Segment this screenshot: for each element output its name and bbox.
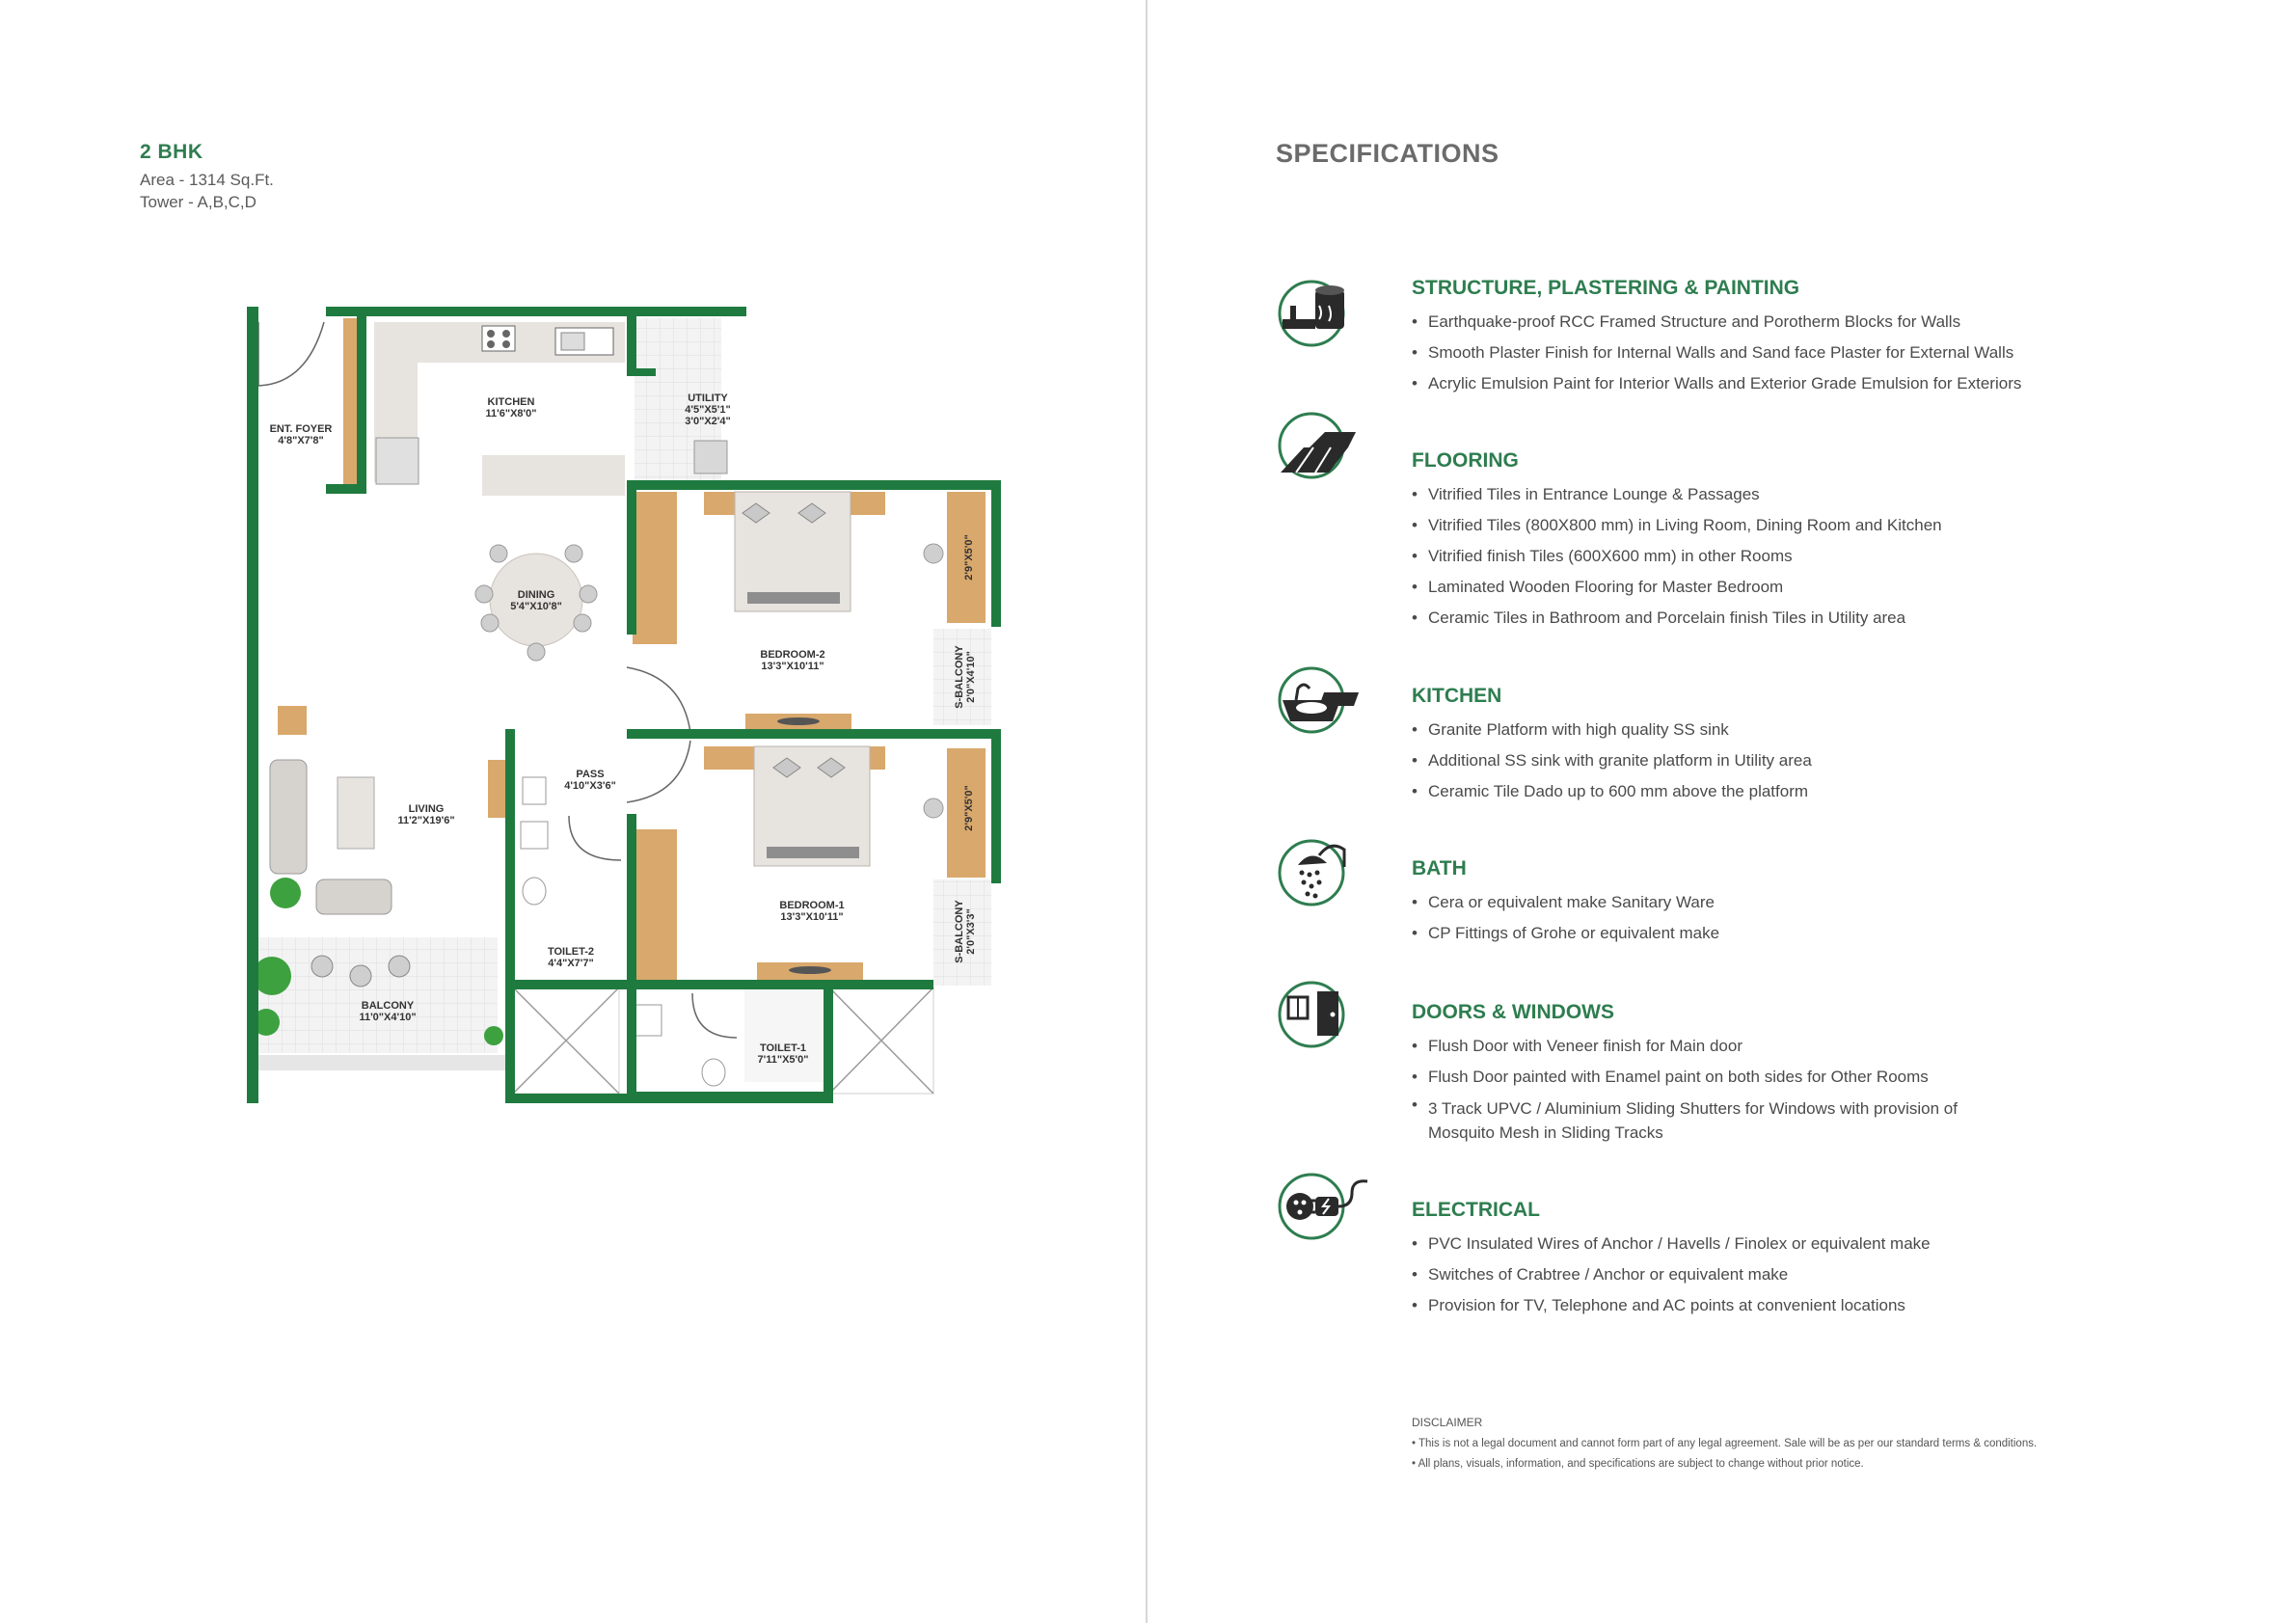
kitchen-size: 11'6"X8'0" [485, 408, 537, 419]
spec-item: • PVC Insulated Wires of Anchor / Havells / Finolex or equivalent make [1412, 1229, 1931, 1259]
spec-item: • Vitrified Tiles in Entrance Lounge & Passages [1412, 479, 1942, 510]
spec-list [1412, 1031, 1968, 1148]
spec-item: • Flush Door with Veneer finish for Main door [1412, 1031, 1968, 1062]
spec-heading: BATH [1412, 857, 1467, 879]
spec-item: • CP Fittings of Grohe or equivalent make [1412, 918, 1719, 949]
disclaimer-line: • This is not a legal document and cannot form part of any legal agreement. Sale will be as per our standard terms & conditions. [1412, 1438, 2038, 1449]
floor-tiles-icon [1275, 409, 1381, 482]
spec-heading: FLOORING [1412, 449, 1519, 472]
kitchen-name: KITCHEN [487, 396, 535, 408]
kitchen-island [482, 455, 625, 496]
spec-item: • Provision for TV, Telephone and AC points at convenient locations [1412, 1290, 1931, 1321]
disclaimer [1412, 1416, 2183, 1474]
bedroom1-size: 13'3"X10'11" [780, 911, 844, 923]
disclaimer-title: DISCLAIMER [1412, 1416, 1483, 1429]
shower-icon [1275, 836, 1381, 909]
spec-item: • Smooth Plaster Finish for Internal Walls and Sand face Plaster for External Walls [1412, 338, 2021, 368]
spec-heading: ELECTRICAL [1412, 1199, 1540, 1221]
spec-item: • Ceramic Tile Dado up to 600 mm above the platform [1412, 776, 1812, 807]
bedroom2-size: 13'3"X10'11" [761, 661, 824, 672]
paint-bucket-icon [1275, 277, 1381, 350]
specifications-title: SPECIFICATIONS [1276, 139, 1499, 168]
wardrobe-top-size: 2'9"X5'0" [963, 534, 975, 581]
bedroom1-name: BEDROOM-1 [779, 900, 845, 911]
living-name: LIVING [408, 803, 445, 815]
spec-item: • Flush Door painted with Enamel paint on both sides for Other Rooms [1412, 1062, 1968, 1093]
disclaimer-line: • All plans, visuals, information, and specifications are subject to change without prior notice. [1412, 1458, 1864, 1470]
door-window-icon [1275, 978, 1381, 1051]
balcony-floor [255, 937, 498, 1053]
spec-item: • Acrylic Emulsion Paint for Interior Walls and Exterior Grade Emulsion for Exteriors [1412, 368, 2021, 399]
s-balcony-bottom-size: 2'0"X3'3" [965, 908, 977, 955]
s-balcony-top-size: 2'0"X4'10" [965, 651, 977, 703]
s-balcony-top-name: S-BALCONY [954, 645, 965, 709]
toilet2-size: 4'4"X7'7" [548, 958, 594, 969]
balcony-name: BALCONY [361, 1000, 415, 1012]
spec-heading: DOORS & WINDOWS [1412, 1001, 1614, 1023]
toilet2-name: TOILET-2 [547, 946, 595, 958]
spec-item: • 3 Track UPVC / Aluminium Sliding Shutters for Windows with provision of Mosquito Mesh in Sliding Tracks [1412, 1093, 1968, 1148]
wardrobe-bottom-size: 2'9"X5'0" [963, 785, 975, 831]
right-page [1148, 0, 2296, 1623]
spec-list [1412, 307, 2021, 399]
floor-plan [241, 301, 1003, 1140]
unit-tower: Tower - A,B,C,D [140, 193, 257, 211]
balcony-size: 11'0"X4'10" [359, 1012, 417, 1023]
spec-list [1412, 479, 1942, 634]
spec-item: • Ceramic Tiles in Bathroom and Porcelain finish Tiles in Utility area [1412, 603, 1942, 634]
spec-item: • Earthquake-proof RCC Framed Structure and Porotherm Blocks for Walls [1412, 307, 2021, 338]
spec-heading: KITCHEN [1412, 685, 1502, 707]
foyer-name: ENT. FOYER [269, 423, 333, 435]
spec-item: • Cera or equivalent make Sanitary Ware [1412, 887, 1719, 918]
spec-heading: STRUCTURE, PLASTERING & PAINTING [1412, 277, 1800, 299]
kitchen-sink-icon [1275, 663, 1381, 737]
plug-socket-icon [1275, 1170, 1381, 1243]
spec-item: • Laminated Wooden Flooring for Master Bedroom [1412, 572, 1942, 603]
spec-list [1412, 887, 1719, 949]
s-balcony-bottom-name: S-BALCONY [954, 900, 965, 963]
unit-area: Area - 1314 Sq.Ft. [140, 171, 274, 189]
spec-item: • Granite Platform with high quality SS sink [1412, 715, 1812, 745]
toilet1-name: TOILET-1 [759, 1042, 807, 1054]
bedroom2-name: BEDROOM-2 [760, 649, 825, 661]
unit-type: 2 BHK [140, 141, 203, 163]
toilet1-size: 7'11"X5'0" [757, 1054, 809, 1066]
pass-size: 4'10"X3'6" [564, 780, 616, 792]
pass-name: PASS [576, 769, 605, 780]
utility-size-1: 4'5"X5'1" [685, 404, 731, 416]
spec-item: • Vitrified Tiles (800X800 mm) in Living Room, Dining Room and Kitchen [1412, 510, 1942, 541]
foyer-size: 4'8"X7'8" [278, 435, 324, 446]
dining-size: 5'4"X10'8" [510, 601, 562, 612]
spec-list [1412, 1229, 1931, 1321]
spec-item: • Additional SS sink with granite platform in Utility area [1412, 745, 1812, 776]
dining-name: DINING [517, 589, 555, 601]
spec-item: • Switches of Crabtree / Anchor or equivalent make [1412, 1259, 1931, 1290]
utility-name: UTILITY [688, 392, 728, 404]
spec-item: • Vitrified finish Tiles (600X600 mm) in other Rooms [1412, 541, 1942, 572]
spec-list [1412, 715, 1812, 807]
living-size: 11'2"X19'6" [397, 815, 455, 826]
utility-size-2: 3'0"X2'4" [685, 416, 731, 427]
